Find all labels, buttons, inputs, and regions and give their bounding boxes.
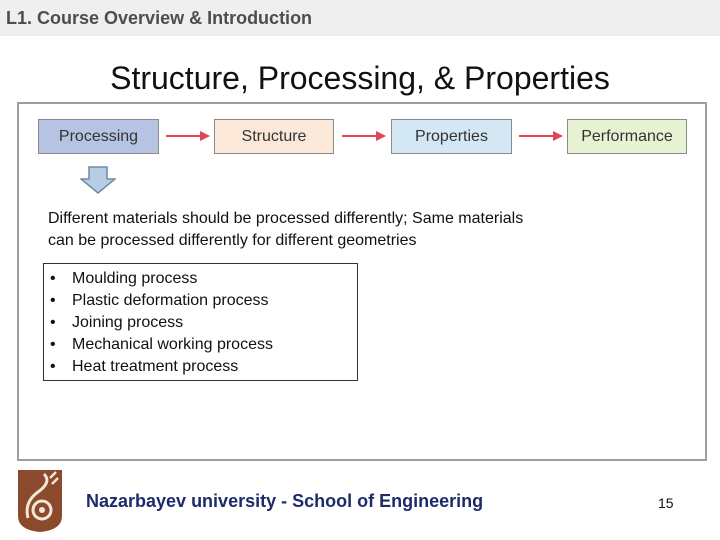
list-item-text: Moulding process	[72, 270, 198, 287]
header-title: L1. Course Overview & Introduction	[6, 8, 313, 28]
list-item-text: Mechanical working process	[72, 336, 273, 353]
list-item	[44, 312, 273, 334]
list-item-text: Joining process	[72, 314, 184, 331]
header-bar	[0, 0, 720, 36]
flow-box-properties: Properties	[391, 119, 512, 154]
bullet: •	[50, 292, 56, 309]
list-item	[44, 334, 273, 356]
bullet: •	[50, 336, 56, 353]
bullet: •	[50, 270, 56, 287]
arrow-right-icon	[519, 126, 563, 146]
slide-title: Structure, Processing, & Properties	[110, 60, 610, 96]
university-logo-icon	[14, 468, 66, 534]
page-number: 15	[658, 495, 674, 511]
list-item-text: Plastic deformation process	[72, 292, 269, 309]
flow-box-performance: Performance	[567, 119, 687, 154]
bullet: •	[50, 314, 56, 331]
process-list	[44, 268, 273, 378]
list-item	[44, 356, 273, 378]
description-text: Different materials should be processed differently; Same materials can be processed differently for different geometries	[48, 210, 524, 249]
list-item	[44, 268, 273, 290]
flow-box-structure: Structure	[214, 119, 334, 154]
bullet: •	[50, 358, 56, 375]
down-arrow-icon	[80, 166, 116, 194]
flow-box-processing: Processing	[38, 119, 159, 154]
arrow-right-icon	[342, 126, 386, 146]
list-item-text: Heat treatment process	[72, 358, 239, 375]
footer-institution: Nazarbayev university - School of Engineering	[86, 491, 484, 511]
process-list-box	[43, 263, 358, 381]
arrow-right-icon	[166, 126, 210, 146]
list-item	[44, 290, 273, 312]
